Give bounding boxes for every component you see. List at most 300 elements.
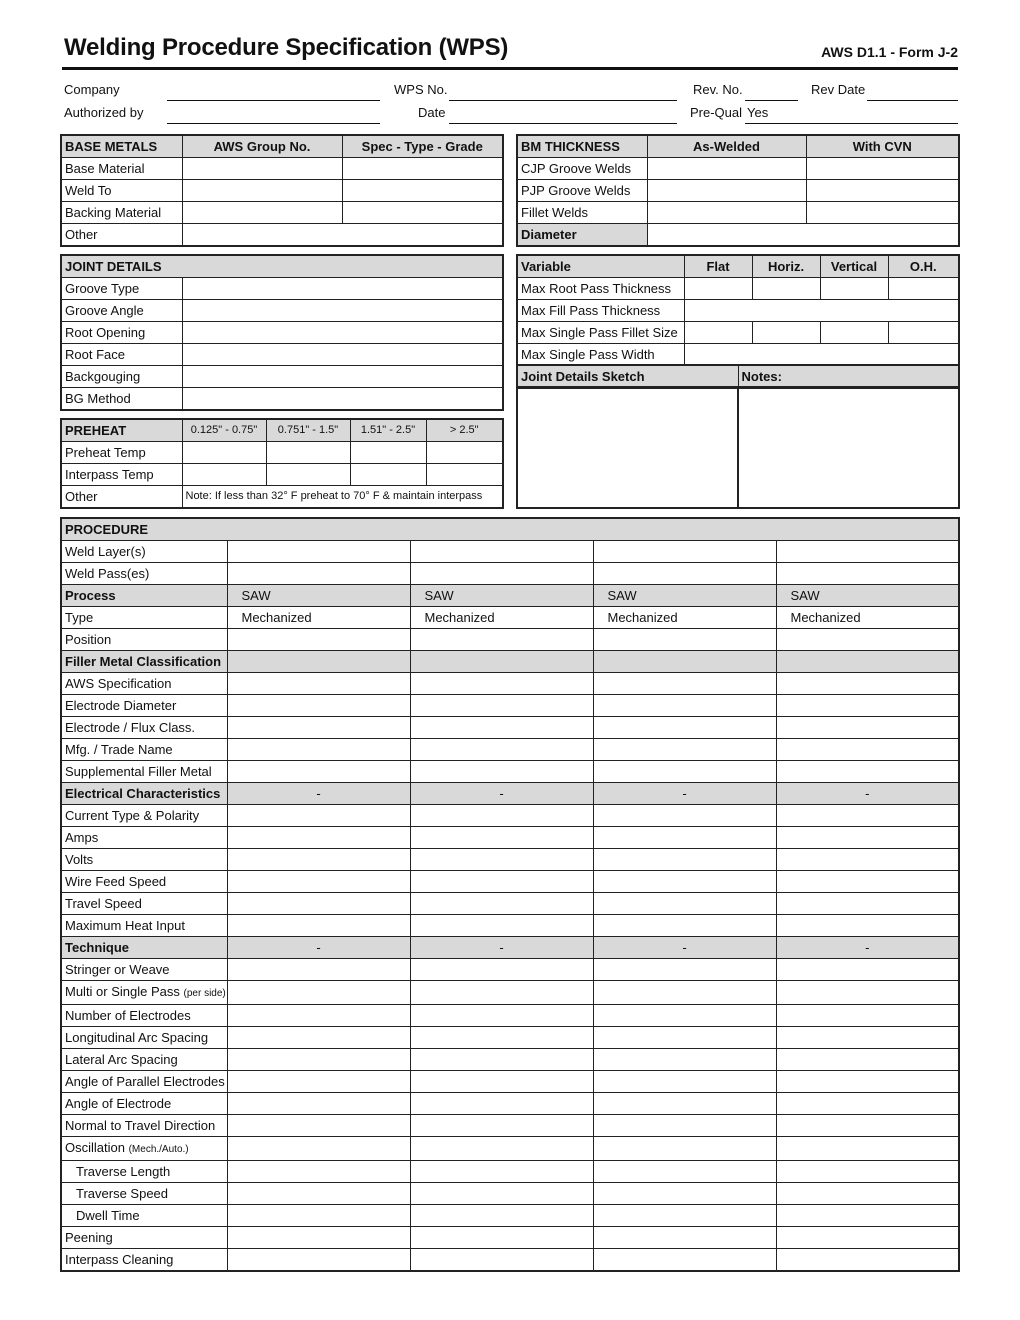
procedure-row xyxy=(61,1249,959,1272)
procedure-label-text: Mfg. / Trade Name xyxy=(65,742,173,757)
input-cell[interactable] xyxy=(266,464,350,486)
input-cell[interactable] xyxy=(806,180,959,202)
procedure-value-cell[interactable] xyxy=(410,1205,593,1227)
procedure-row-label xyxy=(61,915,227,937)
procedure-value-cell[interactable] xyxy=(593,541,776,563)
procedure-label-note: (per side) xyxy=(183,988,226,999)
procedure-value-cell[interactable]: - xyxy=(593,783,776,805)
authorized-by-label: Authorized by xyxy=(64,105,144,120)
procedure-row-label xyxy=(61,739,227,761)
procedure-row xyxy=(61,827,959,849)
procedure-row xyxy=(61,717,959,739)
procedure-value-cell[interactable]: - xyxy=(227,783,410,805)
procedure-row xyxy=(61,1027,959,1049)
procedure-value-cell[interactable] xyxy=(593,849,776,871)
procedure-value-cell[interactable] xyxy=(227,959,410,981)
notes-area[interactable] xyxy=(737,386,960,509)
procedure-row-label xyxy=(61,563,227,585)
input-cell[interactable] xyxy=(684,300,959,322)
procedure-value-cell[interactable] xyxy=(227,1227,410,1249)
procedure-value-cell[interactable] xyxy=(227,827,410,849)
procedure-value-cell[interactable] xyxy=(593,563,776,585)
procedure-row-label xyxy=(61,607,227,629)
procedure-value-cell[interactable] xyxy=(593,717,776,739)
procedure-row-label xyxy=(61,1249,227,1272)
input-cell[interactable] xyxy=(684,344,959,367)
procedure-row xyxy=(61,1093,959,1115)
procedure-value-cell[interactable]: Mechanized xyxy=(593,607,776,629)
procedure-value-cell[interactable] xyxy=(410,673,593,695)
procedure-value-cell[interactable] xyxy=(410,1161,593,1183)
procedure-value-cell[interactable] xyxy=(593,1093,776,1115)
procedure-row-label xyxy=(61,1093,227,1115)
procedure-value-cell[interactable] xyxy=(227,849,410,871)
procedure-value-cell[interactable] xyxy=(410,871,593,893)
input-cell[interactable] xyxy=(182,344,503,366)
procedure-value-cell[interactable] xyxy=(776,739,959,761)
procedure-value-cell[interactable] xyxy=(410,981,593,1005)
procedure-row xyxy=(61,585,959,607)
input-cell[interactable] xyxy=(752,278,820,300)
procedure-value-cell[interactable] xyxy=(593,1205,776,1227)
procedure-row xyxy=(61,783,959,805)
row-label: Root Opening xyxy=(61,322,182,344)
notes-label: Notes: xyxy=(738,365,959,388)
procedure-header: PROCEDURE xyxy=(61,518,959,541)
input-cell[interactable] xyxy=(182,300,503,322)
procedure-row-label xyxy=(61,1071,227,1093)
pre-qual-value[interactable]: Yes xyxy=(747,105,769,120)
procedure-label-text: Process xyxy=(65,588,116,603)
procedure-value-cell[interactable] xyxy=(227,1005,410,1027)
procedure-row-label xyxy=(61,805,227,827)
input-cell[interactable] xyxy=(342,180,503,202)
procedure-value-cell[interactable] xyxy=(593,739,776,761)
procedure-label-text: Traverse Speed xyxy=(76,1186,169,1201)
procedure-value-cell[interactable] xyxy=(227,1049,410,1071)
rev-no-field[interactable] xyxy=(745,100,798,101)
row-label: Max Single Pass Fillet Size xyxy=(517,322,684,344)
procedure-row xyxy=(61,1115,959,1137)
procedure-value-cell[interactable] xyxy=(227,981,410,1005)
procedure-row-label xyxy=(61,937,227,959)
procedure-row xyxy=(61,695,959,717)
procedure-label-text: Electrode / Flux Class. xyxy=(65,720,196,735)
preheat-note: Note: If less than 32° F preheat to 70° F & maintain interpass xyxy=(182,486,503,509)
procedure-value-cell[interactable] xyxy=(227,761,410,783)
procedure-row-label xyxy=(61,1115,227,1137)
procedure-value-cell[interactable]: - xyxy=(776,937,959,959)
procedure-value-cell[interactable] xyxy=(593,915,776,937)
procedure-row xyxy=(61,1161,959,1183)
procedure-value-cell[interactable] xyxy=(593,761,776,783)
procedure-row xyxy=(61,893,959,915)
procedure-value-cell[interactable] xyxy=(410,1049,593,1071)
procedure-value-cell[interactable] xyxy=(410,893,593,915)
procedure-value-cell[interactable] xyxy=(227,915,410,937)
range-header: 0.125" - 0.75" xyxy=(182,419,266,442)
procedure-value-cell[interactable] xyxy=(776,1049,959,1071)
procedure-label-text: Multi or Single Pass xyxy=(65,984,180,999)
procedure-label-text: Wire Feed Speed xyxy=(65,874,167,889)
input-cell[interactable] xyxy=(182,388,503,411)
input-cell[interactable] xyxy=(806,158,959,180)
procedure-value-cell[interactable] xyxy=(776,1227,959,1249)
procedure-value-cell[interactable] xyxy=(593,871,776,893)
vertical-header: Vertical xyxy=(820,255,888,278)
procedure-row xyxy=(61,1205,959,1227)
procedure-value-cell[interactable] xyxy=(227,1071,410,1093)
pre-qual-field xyxy=(745,123,958,124)
procedure-label-text: Angle of Electrode xyxy=(65,1096,172,1111)
input-cell[interactable] xyxy=(647,202,806,224)
procedure-value-cell[interactable] xyxy=(776,651,959,673)
procedure-row xyxy=(61,541,959,563)
input-cell[interactable] xyxy=(647,224,959,247)
procedure-value-cell[interactable] xyxy=(776,1027,959,1049)
procedure-value-cell[interactable] xyxy=(410,695,593,717)
procedure-row-label xyxy=(61,871,227,893)
procedure-value-cell[interactable] xyxy=(410,959,593,981)
row-label: Max Single Pass Width xyxy=(517,344,684,367)
variable-header: Variable xyxy=(517,255,684,278)
procedure-table xyxy=(60,517,960,1272)
spec-type-grade-header: Spec - Type - Grade xyxy=(342,135,503,158)
procedure-value-cell[interactable] xyxy=(593,651,776,673)
procedure-value-cell[interactable] xyxy=(410,563,593,585)
procedure-label-text: Traverse Length xyxy=(76,1164,171,1179)
procedure-value-cell[interactable] xyxy=(776,1071,959,1093)
procedure-row xyxy=(61,1227,959,1249)
input-cell[interactable] xyxy=(426,464,503,486)
procedure-value-cell[interactable] xyxy=(776,1093,959,1115)
procedure-value-cell[interactable] xyxy=(410,739,593,761)
procedure-label-text: Filler Metal Classification xyxy=(65,654,222,669)
procedure-value-cell[interactable] xyxy=(593,1049,776,1071)
procedure-label-note: (Mech./Auto.) xyxy=(128,1144,189,1155)
procedure-row-label xyxy=(61,783,227,805)
procedure-value-cell[interactable]: Mechanized xyxy=(227,607,410,629)
procedure-row-label xyxy=(61,1027,227,1049)
bm-thickness-table xyxy=(516,134,960,247)
procedure-value-cell[interactable] xyxy=(776,717,959,739)
procedure-value-cell[interactable] xyxy=(776,541,959,563)
procedure-value-cell[interactable] xyxy=(410,651,593,673)
procedure-value-cell[interactable] xyxy=(227,1183,410,1205)
procedure-value-cell[interactable] xyxy=(593,1027,776,1049)
procedure-value-cell[interactable] xyxy=(227,1137,410,1161)
procedure-label-text: Number of Electrodes xyxy=(65,1008,191,1023)
procedure-row xyxy=(61,1183,959,1205)
procedure-row xyxy=(61,761,959,783)
procedure-label-text: Angle of Parallel Electrodes xyxy=(65,1074,225,1089)
procedure-row-label xyxy=(61,541,227,563)
joint-sketch-area[interactable] xyxy=(516,386,739,509)
procedure-value-cell[interactable] xyxy=(593,695,776,717)
range-header: > 2.5" xyxy=(426,419,503,442)
procedure-value-cell[interactable] xyxy=(227,1249,410,1272)
joint-details-table xyxy=(60,254,504,411)
input-cell[interactable] xyxy=(888,278,959,300)
procedure-row xyxy=(61,849,959,871)
procedure-value-cell[interactable] xyxy=(776,761,959,783)
procedure-value-cell[interactable] xyxy=(227,1027,410,1049)
title-rule xyxy=(62,67,958,70)
form-id: AWS D1.1 - Form J-2 xyxy=(821,44,958,60)
wps-no-field[interactable] xyxy=(449,100,677,101)
procedure-value-cell[interactable]: - xyxy=(593,937,776,959)
procedure-value-cell[interactable]: - xyxy=(776,783,959,805)
input-cell[interactable] xyxy=(182,366,503,388)
procedure-value-cell[interactable]: SAW xyxy=(776,585,959,607)
procedure-value-cell[interactable] xyxy=(410,717,593,739)
procedure-value-cell[interactable] xyxy=(776,1161,959,1183)
input-cell[interactable] xyxy=(182,278,503,300)
procedure-value-cell[interactable] xyxy=(410,1093,593,1115)
procedure-value-cell[interactable] xyxy=(410,1137,593,1161)
procedure-value-cell[interactable] xyxy=(776,695,959,717)
procedure-row-label xyxy=(61,629,227,651)
procedure-value-cell[interactable] xyxy=(593,629,776,651)
procedure-value-cell[interactable] xyxy=(410,629,593,651)
row-label: Fillet Welds xyxy=(517,202,647,224)
procedure-value-cell[interactable] xyxy=(227,651,410,673)
variable-table xyxy=(516,254,960,367)
input-cell[interactable] xyxy=(182,442,266,464)
procedure-label-text: Amps xyxy=(65,830,99,845)
input-cell[interactable] xyxy=(820,322,888,344)
procedure-row-label xyxy=(61,1005,227,1027)
procedure-row-label xyxy=(61,651,227,673)
procedure-value-cell[interactable] xyxy=(227,805,410,827)
input-cell[interactable] xyxy=(684,278,752,300)
row-label: Root Face xyxy=(61,344,182,366)
range-header: 0.751" - 1.5" xyxy=(266,419,350,442)
procedure-value-cell[interactable] xyxy=(227,739,410,761)
procedure-value-cell[interactable] xyxy=(410,1249,593,1272)
procedure-value-cell[interactable] xyxy=(410,827,593,849)
procedure-value-cell[interactable] xyxy=(410,1005,593,1027)
procedure-value-cell[interactable]: Mechanized xyxy=(776,607,959,629)
input-cell[interactable] xyxy=(342,202,503,224)
procedure-label-text: Type xyxy=(65,610,94,625)
date-field[interactable] xyxy=(449,123,677,124)
procedure-row-label xyxy=(61,585,227,607)
row-label: PJP Groove Welds xyxy=(517,180,647,202)
procedure-row xyxy=(61,1049,959,1071)
row-label: Other xyxy=(61,224,182,247)
input-cell[interactable] xyxy=(342,158,503,180)
row-label: Groove Angle xyxy=(61,300,182,322)
procedure-value-cell[interactable] xyxy=(227,871,410,893)
procedure-label-text: Dwell Time xyxy=(76,1208,140,1223)
procedure-value-cell[interactable] xyxy=(593,805,776,827)
page-title: Welding Procedure Specification (WPS) xyxy=(64,34,509,61)
base-metals-header: BASE METALS xyxy=(61,135,182,158)
procedure-label-text: Interpass Cleaning xyxy=(65,1252,174,1267)
procedure-value-cell[interactable] xyxy=(776,959,959,981)
procedure-value-cell[interactable]: Mechanized xyxy=(410,607,593,629)
procedure-row xyxy=(61,607,959,629)
procedure-value-cell[interactable] xyxy=(593,1115,776,1137)
row-label: Max Fill Pass Thickness xyxy=(517,300,684,322)
procedure-value-cell[interactable]: - xyxy=(410,783,593,805)
procedure-value-cell[interactable] xyxy=(776,563,959,585)
input-cell[interactable] xyxy=(647,158,806,180)
row-label: Backing Material xyxy=(61,202,182,224)
procedure-row-label xyxy=(61,827,227,849)
procedure-value-cell[interactable] xyxy=(227,541,410,563)
procedure-row xyxy=(61,937,959,959)
procedure-value-cell[interactable] xyxy=(776,893,959,915)
procedure-value-cell[interactable] xyxy=(776,805,959,827)
date-label: Date xyxy=(418,105,446,120)
procedure-value-cell[interactable] xyxy=(410,1071,593,1093)
procedure-row xyxy=(61,563,959,585)
procedure-value-cell[interactable] xyxy=(776,1249,959,1272)
procedure-value-cell[interactable] xyxy=(593,1071,776,1093)
procedure-row-label xyxy=(61,1161,227,1183)
as-welded-header: As-Welded xyxy=(647,135,806,158)
procedure-value-cell[interactable] xyxy=(410,915,593,937)
procedure-value-cell[interactable] xyxy=(593,1161,776,1183)
procedure-row-label xyxy=(61,981,227,1005)
input-cell[interactable] xyxy=(182,224,503,247)
rev-date-field[interactable] xyxy=(867,100,958,101)
procedure-value-cell[interactable] xyxy=(776,871,959,893)
procedure-value-cell[interactable] xyxy=(410,541,593,563)
procedure-label-text: Maximum Heat Input xyxy=(65,918,185,933)
input-cell[interactable] xyxy=(888,322,959,344)
procedure-value-cell[interactable] xyxy=(593,1183,776,1205)
procedure-value-cell[interactable] xyxy=(776,673,959,695)
rev-no-label: Rev. No. xyxy=(693,82,743,97)
procedure-row xyxy=(61,673,959,695)
input-cell[interactable] xyxy=(182,202,342,224)
input-cell[interactable] xyxy=(426,442,503,464)
procedure-value-cell[interactable] xyxy=(776,827,959,849)
procedure-value-cell[interactable] xyxy=(776,981,959,1005)
company-field[interactable] xyxy=(167,100,380,101)
procedure-row-label xyxy=(61,717,227,739)
procedure-value-cell[interactable] xyxy=(776,1183,959,1205)
procedure-value-cell[interactable] xyxy=(410,761,593,783)
procedure-value-cell[interactable] xyxy=(776,629,959,651)
row-label: CJP Groove Welds xyxy=(517,158,647,180)
input-cell[interactable] xyxy=(182,464,266,486)
procedure-value-cell[interactable] xyxy=(410,1227,593,1249)
preheat-header: PREHEAT xyxy=(61,419,182,442)
procedure-value-cell[interactable] xyxy=(776,849,959,871)
procedure-value-cell[interactable] xyxy=(227,695,410,717)
procedure-value-cell[interactable] xyxy=(776,1005,959,1027)
authorized-by-field[interactable] xyxy=(167,123,380,124)
oh-header: O.H. xyxy=(888,255,959,278)
procedure-value-cell[interactable]: SAW xyxy=(410,585,593,607)
procedure-value-cell[interactable] xyxy=(227,563,410,585)
procedure-label-text: Weld Pass(es) xyxy=(65,566,150,581)
procedure-row-label xyxy=(61,1183,227,1205)
procedure-value-cell[interactable]: - xyxy=(410,937,593,959)
procedure-value-cell[interactable]: SAW xyxy=(227,585,410,607)
procedure-value-cell[interactable] xyxy=(776,1205,959,1227)
procedure-label-text: Normal to Travel Direction xyxy=(65,1118,216,1133)
procedure-value-cell[interactable] xyxy=(227,629,410,651)
input-cell[interactable] xyxy=(806,202,959,224)
range-header: 1.51" - 2.5" xyxy=(350,419,426,442)
procedure-value-cell[interactable]: - xyxy=(227,937,410,959)
procedure-value-cell[interactable] xyxy=(593,1249,776,1272)
procedure-value-cell[interactable] xyxy=(593,827,776,849)
procedure-label-text: Position xyxy=(65,632,112,647)
procedure-row xyxy=(61,651,959,673)
procedure-row xyxy=(61,1071,959,1093)
procedure-value-cell[interactable] xyxy=(227,717,410,739)
row-label: Base Material xyxy=(61,158,182,180)
procedure-label-text: Lateral Arc Spacing xyxy=(65,1052,178,1067)
procedure-row-label xyxy=(61,673,227,695)
procedure-value-cell[interactable] xyxy=(593,1227,776,1249)
procedure-value-cell[interactable] xyxy=(227,893,410,915)
input-cell[interactable] xyxy=(266,442,350,464)
procedure-label-text: Longitudinal Arc Spacing xyxy=(65,1030,209,1045)
with-cvn-header: With CVN xyxy=(806,135,959,158)
procedure-value-cell[interactable] xyxy=(593,959,776,981)
procedure-value-cell[interactable] xyxy=(227,1115,410,1137)
procedure-value-cell[interactable] xyxy=(776,1115,959,1137)
input-cell[interactable] xyxy=(684,322,752,344)
row-label: Groove Type xyxy=(61,278,182,300)
input-cell[interactable] xyxy=(182,180,342,202)
procedure-value-cell[interactable] xyxy=(227,1093,410,1115)
input-cell[interactable] xyxy=(350,464,426,486)
input-cell[interactable] xyxy=(182,158,342,180)
procedure-value-cell[interactable] xyxy=(776,1137,959,1161)
procedure-row-label xyxy=(61,849,227,871)
procedure-value-cell[interactable] xyxy=(410,1183,593,1205)
input-cell[interactable] xyxy=(752,322,820,344)
input-cell[interactable] xyxy=(350,442,426,464)
procedure-value-cell[interactable] xyxy=(227,1205,410,1227)
procedure-label-text: Current Type & Polarity xyxy=(65,808,200,823)
row-label: Preheat Temp xyxy=(61,442,182,464)
procedure-value-cell[interactable] xyxy=(593,1137,776,1161)
row-label: Max Root Pass Thickness xyxy=(517,278,684,300)
row-label: Other xyxy=(61,486,182,509)
procedure-row-label xyxy=(61,1227,227,1249)
procedure-value-cell[interactable] xyxy=(410,805,593,827)
row-label: BG Method xyxy=(61,388,182,411)
procedure-row xyxy=(61,871,959,893)
procedure-value-cell[interactable] xyxy=(410,1115,593,1137)
procedure-value-cell[interactable] xyxy=(410,849,593,871)
procedure-value-cell[interactable] xyxy=(593,893,776,915)
procedure-value-cell[interactable] xyxy=(593,673,776,695)
aws-group-header: AWS Group No. xyxy=(182,135,342,158)
procedure-value-cell[interactable] xyxy=(593,1005,776,1027)
procedure-label-text: Travel Speed xyxy=(65,896,142,911)
procedure-value-cell[interactable]: SAW xyxy=(593,585,776,607)
procedure-label-text: Stringer or Weave xyxy=(65,962,170,977)
procedure-value-cell[interactable] xyxy=(410,1027,593,1049)
procedure-value-cell[interactable] xyxy=(776,915,959,937)
procedure-value-cell[interactable] xyxy=(593,981,776,1005)
input-cell[interactable] xyxy=(647,180,806,202)
input-cell[interactable] xyxy=(820,278,888,300)
procedure-value-cell[interactable] xyxy=(227,673,410,695)
procedure-value-cell[interactable] xyxy=(227,1161,410,1183)
input-cell[interactable] xyxy=(182,322,503,344)
